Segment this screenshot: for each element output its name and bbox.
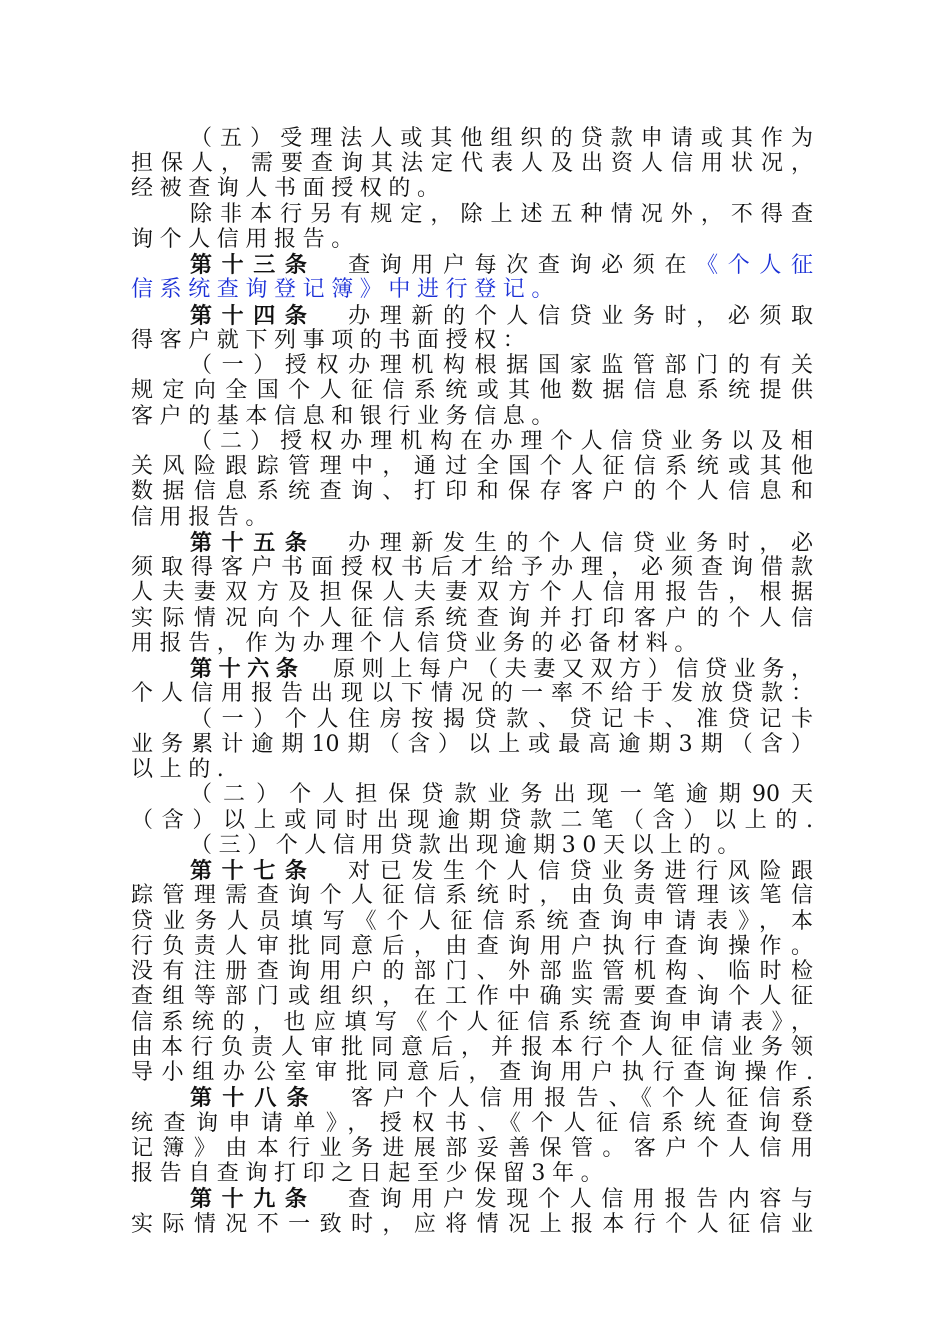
article-14-line: 第十四条 办理新的个人信贷业务时，必须取: [190, 303, 813, 329]
text-line: 信用报告。: [131, 505, 275, 530]
text-line: 客户的基本信息和银行业务信息。: [131, 404, 561, 429]
text-line: 记簿》由本行业务进展部妥善保管。客户个人信用: [131, 1136, 813, 1161]
text-line: （二）个人担保贷款业务出现一笔逾期90天: [190, 782, 813, 807]
article-13-line: 第十三条 查询用户每次查询必须在《个人征: [190, 252, 813, 278]
text-line: 查组等部门或组织，在工作中确实需要查询个人征: [131, 984, 813, 1009]
article-heading: 第十六条: [190, 656, 305, 682]
text-line: 用报告，作为办理个人信贷业务的必备材料。: [131, 631, 704, 656]
text-line: 关风险跟踪管理中，通过全国个人征信系统或其他: [131, 454, 813, 479]
text-line: 担保人，需要查询其法定代表人及出资人信用状况，: [131, 151, 813, 176]
text-line: 报告自查询打印之日起至少保留3年。: [131, 1161, 610, 1186]
text-line: 没有注册查询用户的部门、外部监管机构、临时检: [131, 959, 813, 984]
text-line: 贷业务人员填写《个人征信系统查询申请表》，本: [131, 909, 813, 934]
article-heading: 第十五条: [190, 530, 317, 556]
text-line: 数据信息系统查询、打印和保存客户的个人信息和: [131, 479, 813, 504]
text-line: 须取得客户书面授权书后才给予办理，必须查询借款: [131, 555, 813, 580]
text-line: 踪管理需查询个人征信系统时，由负责管理该笔信: [131, 883, 813, 908]
text-line: 由本行负责人审批同意后，并报本行个人征信业务领: [131, 1035, 813, 1060]
text-line: 实际情况向个人征信系统查询并打印客户的个人信: [131, 606, 813, 631]
text-line: 导小组办公室审批同意后，查询用户执行查询操作.: [131, 1060, 813, 1085]
text-line: 除非本行另有规定，除上述五种情况外，不得查: [190, 202, 813, 227]
text-line: 实际情况不一致时，应将情况上报本行个人征信业: [131, 1212, 813, 1237]
text-line: 规定向全国个人征信系统或其他数据信息系统提供: [131, 378, 813, 403]
text-line: （含）以上或同时出现逾期贷款二笔（含）以上的.: [131, 808, 813, 833]
article-16-line: 第十六条 原则上每户（夫妻又双方）信贷业务，: [190, 656, 813, 682]
text-line: （三）个人信用贷款出现逾期30天以上的。: [190, 833, 746, 858]
article-heading: 第十八条: [190, 1085, 319, 1111]
text-line: （一）授权办理机构根据国家监管部门的有关: [190, 353, 813, 378]
article-19-line: 第十九条 查询用户发现个人信用报告内容与: [190, 1186, 813, 1212]
text-line: 得客户就下列事项的书面授权：: [131, 328, 532, 353]
text-line: 信系统的，也应填写《个人征信系统查询申请表》，: [131, 1010, 813, 1035]
article-heading: 第十七条: [190, 858, 317, 884]
text-line: 经被查询人书面授权的。: [131, 176, 446, 201]
text-line: （五）受理法人或其他组织的贷款申请或其作为: [190, 126, 813, 151]
article-15-line: 第十五条 办理新发生的个人信贷业务时，必: [190, 530, 813, 556]
text-line: 统查询申请单》，授权书、《个人征信系统查询登: [131, 1111, 813, 1136]
text-line: 个人信用报告出现以下情况的一率不给于发放贷款：: [131, 681, 813, 706]
text-line: 询个人信用报告。: [131, 227, 360, 252]
article-heading: 第十四条: [190, 303, 317, 329]
text-line: 人夫妻双方及担保人夫妻双方个人信用报告，根据: [131, 580, 813, 605]
highlight-text: 《个人征: [696, 253, 813, 278]
article-heading: 第十三条: [190, 252, 317, 278]
text-line: 业务累计逾期10期（含）以上或最高逾期3期（含）: [131, 732, 813, 757]
text-line: （一）个人住房按揭贷款、贷记卡、准贷记卡: [190, 707, 813, 732]
text-line: 以上的.: [131, 757, 231, 782]
article-18-line: 第十八条 客户个人信用报告、《个人征信系: [190, 1085, 813, 1111]
article-17-line: 第十七条 对已发生个人信贷业务进行风险跟: [190, 858, 813, 884]
article-heading: 第十九条: [190, 1186, 317, 1212]
text-line: （二）授权办理机构在办理个人信贷业务以及相: [190, 429, 813, 454]
text-line: 行负责人审批同意后，由查询用户执行查询操作。: [131, 934, 813, 959]
highlight-text: 信系统查询登记簿》中进行登记。: [131, 277, 561, 302]
